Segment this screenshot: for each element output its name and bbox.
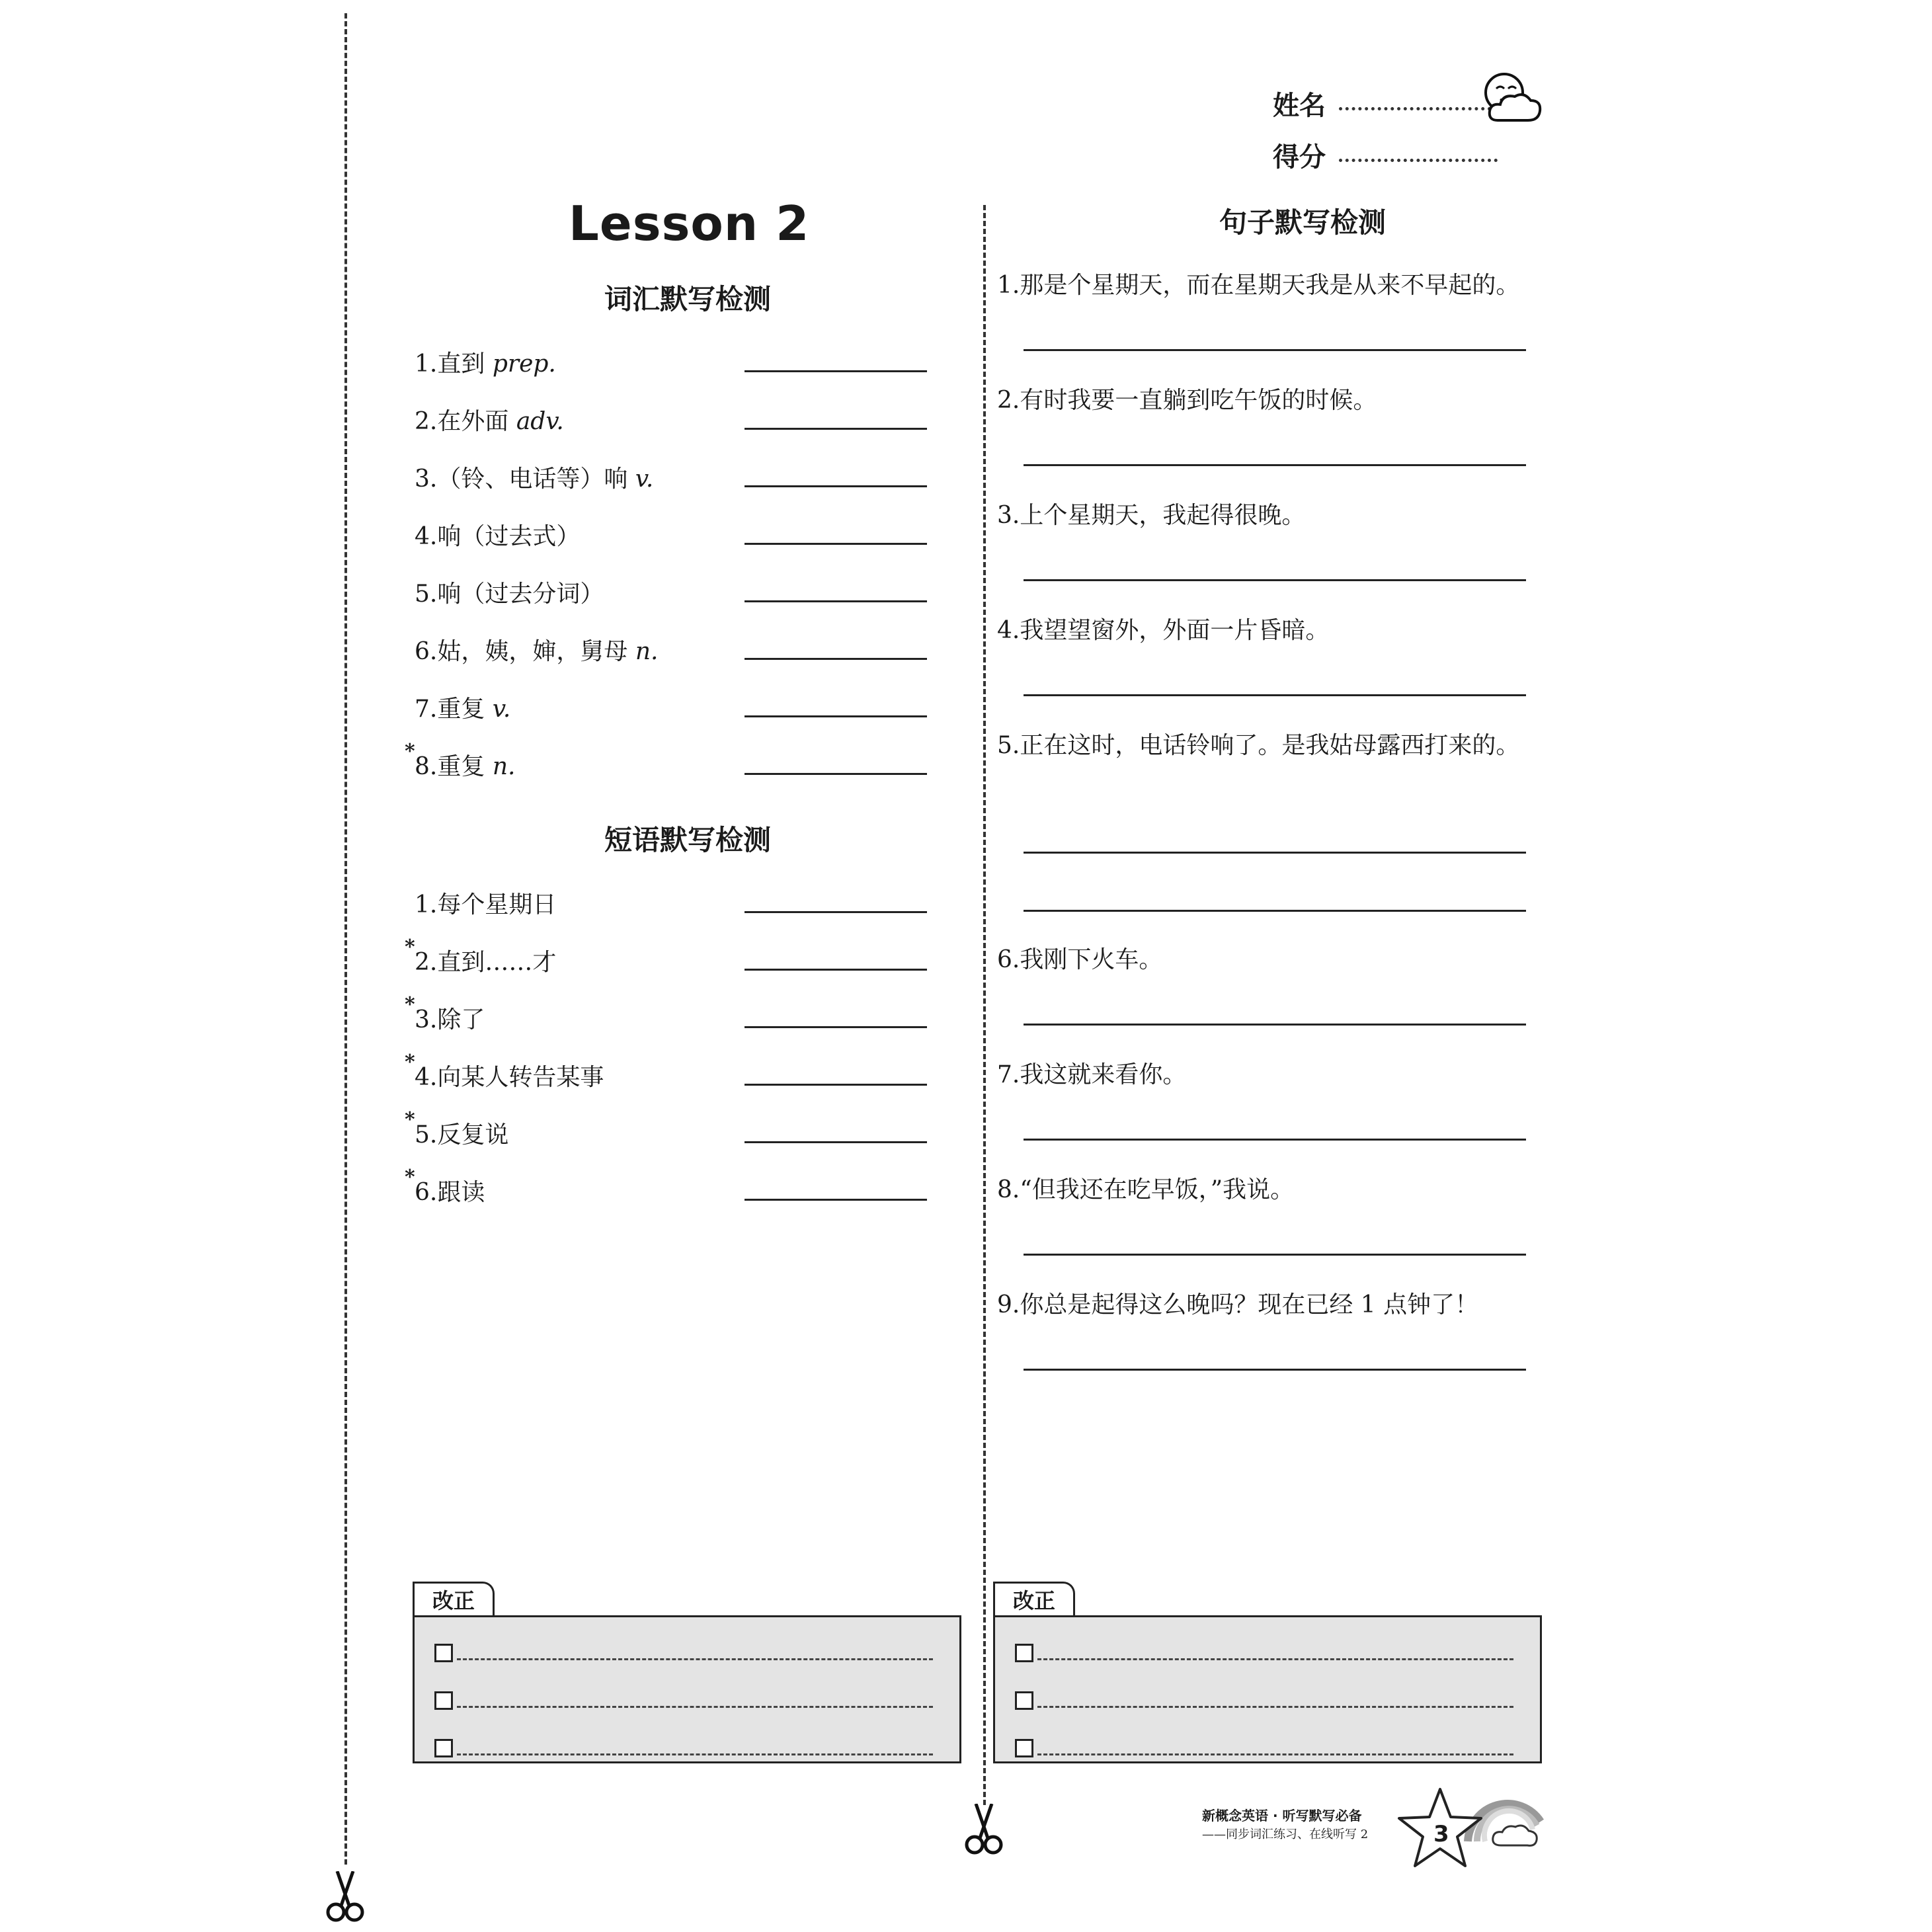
answer-line[interactable] <box>745 370 927 372</box>
item-text: 响（过去分词） <box>437 581 604 608</box>
answer-line[interactable] <box>745 1199 927 1201</box>
correction-row[interactable] <box>434 1644 933 1664</box>
sentence-item <box>997 1284 1564 1326</box>
item-text: 我望望窗外，外面一片昏暗。 <box>1020 617 1330 644</box>
phrase-item <box>415 886 556 920</box>
checkbox[interactable] <box>1015 1739 1033 1757</box>
part-of-speech: n. <box>492 753 516 780</box>
star-marker: * <box>405 1166 415 1189</box>
answer-line[interactable] <box>1024 464 1526 466</box>
star-marker: * <box>405 1108 415 1131</box>
correction-row[interactable] <box>434 1691 933 1711</box>
checkbox[interactable] <box>434 1644 453 1662</box>
vocab-item <box>415 518 580 551</box>
sentence-item <box>997 1169 1564 1211</box>
answer-line[interactable] <box>745 1026 927 1028</box>
center-cut-line <box>983 205 986 1805</box>
answer-line[interactable] <box>1024 694 1526 696</box>
item-number: 9. <box>997 1291 1020 1318</box>
item-text: 上个星期天，我起得很晚。 <box>1020 502 1306 529</box>
answer-line[interactable] <box>745 969 927 971</box>
correction-row[interactable] <box>1015 1644 1513 1664</box>
part-of-speech: v. <box>492 696 511 723</box>
vocab-item <box>415 575 604 609</box>
checkbox[interactable] <box>434 1739 453 1757</box>
scissors-icon <box>964 1804 1004 1857</box>
answer-line[interactable] <box>1024 349 1526 351</box>
answer-line[interactable] <box>745 600 927 602</box>
item-number: 3. <box>997 502 1020 529</box>
vocab-item <box>415 748 515 782</box>
item-number: 6. <box>415 638 438 665</box>
item-text: “但我还在吃早饭，”我说。 <box>1020 1176 1295 1203</box>
scissors-icon <box>325 1871 365 1924</box>
item-text: 响（过去式） <box>437 523 581 550</box>
answer-line[interactable] <box>1024 910 1526 912</box>
correction-tab-left <box>413 1582 495 1617</box>
star-marker: * <box>405 1051 415 1074</box>
item-text: 在外面 <box>437 408 516 435</box>
item-text: 除了 <box>437 1006 485 1033</box>
star-marker: * <box>405 936 415 959</box>
item-text: 跟读 <box>437 1179 485 1206</box>
moon-cloud-icon <box>1471 66 1550 126</box>
answer-line[interactable] <box>745 428 927 430</box>
correction-row[interactable] <box>1015 1691 1513 1711</box>
item-text: 我这就来看你。 <box>1020 1061 1187 1088</box>
item-text: 反复说 <box>437 1121 509 1148</box>
sentence-item <box>997 495 1564 537</box>
sentence-item <box>997 939 1564 981</box>
answer-line[interactable] <box>745 485 927 487</box>
name-label: 姓名 <box>1273 91 1326 121</box>
checkbox[interactable] <box>434 1691 453 1710</box>
sentence-item <box>997 380 1564 422</box>
checkbox[interactable] <box>1015 1644 1033 1662</box>
item-text: （铃、电话等）响 <box>437 465 635 493</box>
item-text: 向某人转告某事 <box>437 1064 604 1091</box>
vocab-item <box>415 345 556 379</box>
correction-tab-right <box>993 1582 1075 1617</box>
item-number: 5. <box>415 581 438 608</box>
part-of-speech: n. <box>635 638 659 665</box>
item-number: 7. <box>997 1061 1020 1088</box>
score-label: 得分 <box>1273 142 1326 173</box>
answer-line[interactable] <box>1024 1254 1526 1256</box>
item-text: 重复 <box>437 696 493 723</box>
correction-label: 改正 <box>432 1588 475 1613</box>
item-number: 5. <box>415 1121 438 1148</box>
item-text: 有时我要一直躺到吃午饭的时候。 <box>1020 387 1377 414</box>
answer-line[interactable] <box>745 1084 927 1086</box>
answer-line[interactable] <box>745 1141 927 1143</box>
vocab-item <box>415 633 658 666</box>
correction-row[interactable] <box>434 1739 933 1759</box>
sentence-item <box>997 610 1564 652</box>
sentence-section-title: 句子默写检测 <box>1219 206 1386 239</box>
answer-line[interactable] <box>1024 1139 1526 1141</box>
item-number: 6. <box>997 946 1020 973</box>
vocab-item <box>415 403 564 436</box>
phrase-item <box>415 944 556 977</box>
item-number: 8. <box>997 1176 1020 1203</box>
answer-line[interactable] <box>745 715 927 717</box>
item-number: 1. <box>997 272 1020 299</box>
item-text: 你总是起得这么晚吗？现在已经 1 点钟了！ <box>1020 1291 1479 1318</box>
checkbox[interactable] <box>1015 1691 1033 1710</box>
item-text: 那是个星期天，而在星期天我是从来不早起的。 <box>1020 272 1520 299</box>
item-number: 4. <box>415 1064 438 1091</box>
correction-row[interactable] <box>1015 1739 1513 1759</box>
item-number: 3. <box>415 1006 438 1033</box>
score-field[interactable] <box>1339 159 1498 162</box>
correction-box-right <box>993 1615 1542 1763</box>
phrase-item <box>415 1174 485 1207</box>
phrase-item <box>415 1059 604 1092</box>
lesson-title: Lesson 2 <box>569 196 810 251</box>
part-of-speech: v. <box>635 465 654 493</box>
part-of-speech: adv. <box>516 408 564 435</box>
sentence-item <box>997 264 1564 307</box>
item-number: 2. <box>415 949 438 976</box>
item-text: 正在这时，电话铃响了。是我姑母露西打来的。 <box>1020 732 1520 759</box>
item-text: 姑，姨，婶，舅母 <box>437 638 635 665</box>
part-of-speech: prep. <box>492 350 556 378</box>
item-number: 4. <box>997 617 1020 644</box>
item-text: 重复 <box>437 753 493 780</box>
phrase-item <box>415 1116 508 1150</box>
vocab-item <box>415 460 653 494</box>
item-number: 7. <box>415 696 438 723</box>
book-title: 新概念英语 · 听写默写必备 <box>1202 1808 1362 1824</box>
answer-line[interactable] <box>745 911 927 913</box>
item-number: 3. <box>415 465 438 493</box>
correction-label: 改正 <box>1012 1588 1055 1613</box>
left-cut-line <box>344 13 347 1865</box>
vocab-section-title: 词汇默写检测 <box>604 283 771 315</box>
answer-line[interactable] <box>1024 1024 1526 1026</box>
item-text: 我刚下火车。 <box>1020 946 1163 973</box>
sentence-item <box>997 725 1564 767</box>
book-subtitle: ——同步词汇练习、在线听写 2 <box>1202 1828 1369 1841</box>
item-number: 1. <box>415 891 438 918</box>
sentence-item <box>997 1054 1564 1096</box>
answer-line[interactable] <box>1024 852 1526 854</box>
correction-box-left <box>413 1615 961 1763</box>
answer-line[interactable] <box>1024 579 1526 581</box>
answer-line[interactable] <box>1024 1369 1526 1371</box>
item-text: 直到 <box>437 350 493 378</box>
answer-line[interactable] <box>745 773 927 775</box>
item-number: 8. <box>415 753 438 780</box>
star-marker: * <box>405 993 415 1016</box>
vocab-item <box>415 690 510 724</box>
phrase-item <box>415 1001 485 1035</box>
page-number: 3 <box>1433 1821 1449 1847</box>
item-number: 1. <box>415 350 438 378</box>
item-number: 4. <box>415 523 438 550</box>
item-number: 2. <box>997 387 1020 414</box>
item-number: 6. <box>415 1179 438 1206</box>
answer-line[interactable] <box>745 543 927 545</box>
phrase-section-title: 短语默写检测 <box>604 824 771 856</box>
star-marker: * <box>405 740 415 763</box>
answer-line[interactable] <box>745 658 927 660</box>
item-number: 2. <box>415 408 438 435</box>
item-text: 直到……才 <box>437 949 557 976</box>
item-number: 5. <box>997 732 1020 759</box>
item-text: 每个星期日 <box>437 891 557 918</box>
